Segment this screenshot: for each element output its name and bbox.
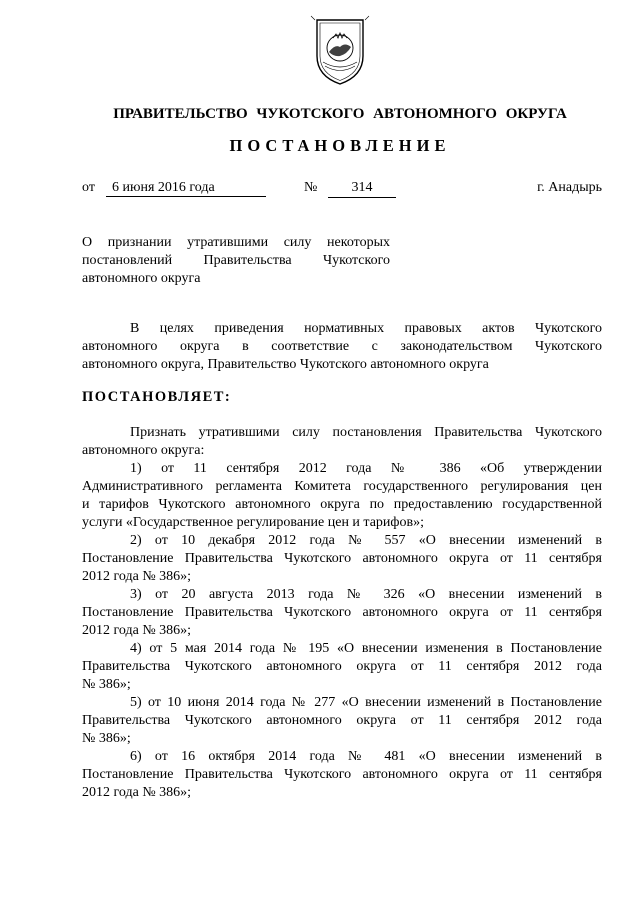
date-number-row <box>82 180 602 200</box>
preamble-paragraph <box>82 320 602 374</box>
item-4-line: № 386»; <box>82 677 131 692</box>
document-date: 6 июня 2016 года <box>106 180 266 197</box>
intro-line: Признать утратившими силу постановления Правительства Чукотского <box>130 425 602 440</box>
item-5-line: № 386»; <box>82 731 131 746</box>
coat-of-arms-emblem <box>309 14 371 88</box>
decree-items <box>82 424 602 802</box>
item-2-line: 2) от 10 декабря 2012 года № 557 «О внесении изменений в <box>130 533 602 548</box>
intro-line: автономного округа: <box>82 443 205 458</box>
preamble-line: В целях приведения нормативных правовых актов Чукотского <box>130 321 602 336</box>
item-4-line: Правительства Чукотского автономного округа от 11 сентября 2012 года <box>82 659 602 674</box>
date-from-label: от <box>82 180 95 195</box>
subject-line: О признании утратившими силу некоторых <box>82 235 390 250</box>
government-title: ПРАВИТЕЛЬСТВО ЧУКОТСКОГО АВТОНОМНОГО ОКРУГА <box>113 106 567 122</box>
subject-line: постановлений Правительства Чукотского <box>82 253 390 268</box>
item-6-line: 6) от 16 октября 2014 года № 481 «О внесении изменений в <box>130 749 602 764</box>
item-1-line: и тарифов Чукотского автономного округа по предоставлению государственной <box>82 497 602 512</box>
decree-heading: ПОСТАНОВЛЯЕТ: <box>82 389 232 405</box>
preamble-line: автономного округа в соответствие с законодательством Чукотского <box>82 339 602 354</box>
item-2-line: 2012 года № 386»; <box>82 569 192 584</box>
item-3-line: Постановление Правительства Чукотского автономного округа от 11 сентября <box>82 605 602 620</box>
preamble-line: автономного округа, Правительство Чукотского автономного округа <box>82 357 489 372</box>
item-3-line: 3) от 20 августа 2013 года № 326 «О внесении изменений в <box>130 587 602 602</box>
document-number: 314 <box>328 180 396 198</box>
item-5-line: 5) от 10 июня 2014 года № 277 «О внесении изменений в Постановление <box>130 695 602 710</box>
item-1-line: Административного регламента Комитета государственного регулирования цен <box>82 479 602 494</box>
item-4-line: 4) от 5 мая 2014 года № 195 «О внесении изменения в Постановление <box>130 641 602 656</box>
item-1-line: услуги «Государственное регулирование цен и тарифов»; <box>82 515 424 530</box>
city-name: г. Анадырь <box>537 180 602 195</box>
item-6-line: Постановление Правительства Чукотского автономного округа от 11 сентября <box>82 767 602 782</box>
item-6-line: 2012 года № 386»; <box>82 785 192 800</box>
number-sign: № <box>304 180 318 195</box>
item-2-line: Постановление Правительства Чукотского автономного округа от 11 сентября <box>82 551 602 566</box>
item-1-line: 1) от 11 сентября 2012 года № 386 «Об утверждении <box>130 461 602 476</box>
subject-line: автономного округа <box>82 271 201 286</box>
item-5-line: Правительства Чукотского автономного округа от 11 сентября 2012 года <box>82 713 602 728</box>
item-3-line: 2012 года № 386»; <box>82 623 192 638</box>
document-type-title: ПОСТАНОВЛЕНИЕ <box>229 136 451 155</box>
document-subject <box>82 234 390 288</box>
